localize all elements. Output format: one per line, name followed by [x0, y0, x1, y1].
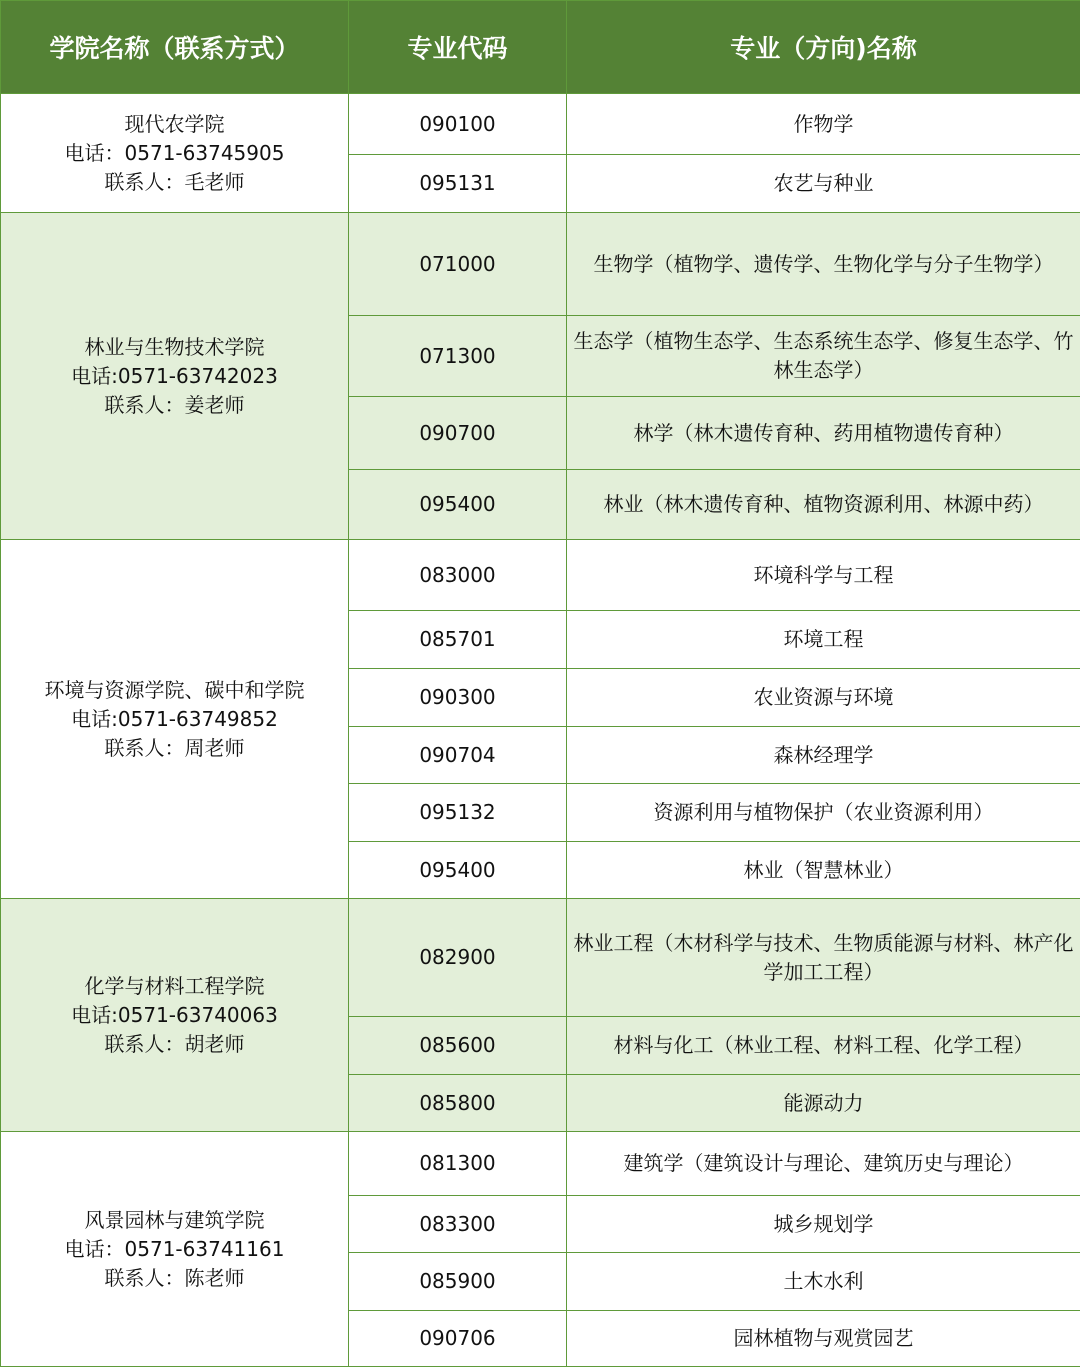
college-contact: 联系人：毛老师: [104, 169, 245, 194]
major-code: 085800: [349, 1075, 567, 1132]
major-name: 材料与化工（林业工程、材料工程、化学工程）: [567, 1017, 1080, 1075]
major-name: 园林植物与观赏园艺: [567, 1311, 1080, 1367]
header-code: 专业代码: [349, 1, 567, 94]
major-name: 林业（林木遗传育种、植物资源利用、林源中药）: [567, 470, 1080, 540]
table-row: [1, 540, 1080, 611]
major-code: 071000: [349, 213, 567, 316]
major-code: 085701: [349, 611, 567, 669]
major-name: 生物学（植物学、遗传学、生物化学与分子生物学）: [567, 213, 1080, 316]
college-phone: 电话:0571-63742023: [71, 363, 278, 388]
college-phone: 电话:0571-63740063: [71, 1002, 278, 1027]
major-name: 能源动力: [567, 1075, 1080, 1132]
college-cell: [1, 213, 349, 540]
major-name: 农艺与种业: [567, 155, 1080, 213]
major-name: 建筑学（建筑设计与理论、建筑历史与理论）: [567, 1132, 1080, 1196]
major-name: 城乡规划学: [567, 1196, 1080, 1253]
major-code: 095400: [349, 470, 567, 540]
major-code: 081300: [349, 1132, 567, 1196]
major-code: 090700: [349, 397, 567, 470]
header-college: 学院名称（联系方式）: [1, 1, 349, 94]
major-code: 090706: [349, 1311, 567, 1367]
college-name: 化学与材料工程学院: [84, 973, 265, 998]
table-row: [1, 899, 1080, 1017]
header-row: [1, 1, 1080, 94]
major-name: 林业工程（木材科学与技术、生物质能源与材料、林产化学加工工程）: [567, 899, 1080, 1017]
major-name: 林业（智慧林业）: [567, 842, 1080, 899]
major-name: 作物学: [567, 94, 1080, 155]
college-cell: [1, 540, 349, 899]
college-name: 风景园林与建筑学院: [84, 1207, 265, 1232]
major-code: 095132: [349, 784, 567, 842]
major-code: 090704: [349, 727, 567, 784]
college-name: 现代农学院: [124, 111, 225, 136]
college-contact: 联系人：陈老师: [104, 1265, 245, 1290]
major-name: 环境科学与工程: [567, 540, 1080, 611]
major-code: 090300: [349, 669, 567, 727]
major-name: 资源利用与植物保护（农业资源利用）: [567, 784, 1080, 842]
major-name: 土木水利: [567, 1253, 1080, 1311]
college-contact: 联系人：胡老师: [104, 1031, 245, 1056]
major-code: 085900: [349, 1253, 567, 1311]
college-cell: [1, 1132, 349, 1367]
table-row: [1, 213, 1080, 316]
college-cell: [1, 899, 349, 1132]
major-name: 林学（林木遗传育种、药用植物遗传育种）: [567, 397, 1080, 470]
header-major: 专业（方向)名称: [567, 1, 1080, 94]
major-name: 森林经理学: [567, 727, 1080, 784]
table-row: [1, 1132, 1080, 1196]
major-name: 环境工程: [567, 611, 1080, 669]
college-name: 环境与资源学院、碳中和学院: [44, 677, 305, 702]
major-code: 071300: [349, 316, 567, 397]
major-code: 090100: [349, 94, 567, 155]
college-phone: 电话:0571-63749852: [71, 706, 278, 731]
table-row: [1, 94, 1080, 155]
college-name: 林业与生物技术学院: [84, 334, 265, 359]
college-phone: 电话：0571-63745905: [64, 140, 285, 165]
major-code: 083300: [349, 1196, 567, 1253]
major-code: 083000: [349, 540, 567, 611]
major-code: 095131: [349, 155, 567, 213]
college-phone: 电话：0571-63741161: [64, 1236, 285, 1261]
major-code: 082900: [349, 899, 567, 1017]
major-code: 095400: [349, 842, 567, 899]
major-code: 085600: [349, 1017, 567, 1075]
major-name: 生态学（植物生态学、生态系统生态学、修复生态学、竹林生态学）: [567, 316, 1080, 397]
college-contact: 联系人：姜老师: [104, 392, 245, 417]
college-cell: [1, 94, 349, 213]
college-contact: 联系人：周老师: [104, 735, 245, 760]
major-name: 农业资源与环境: [567, 669, 1080, 727]
